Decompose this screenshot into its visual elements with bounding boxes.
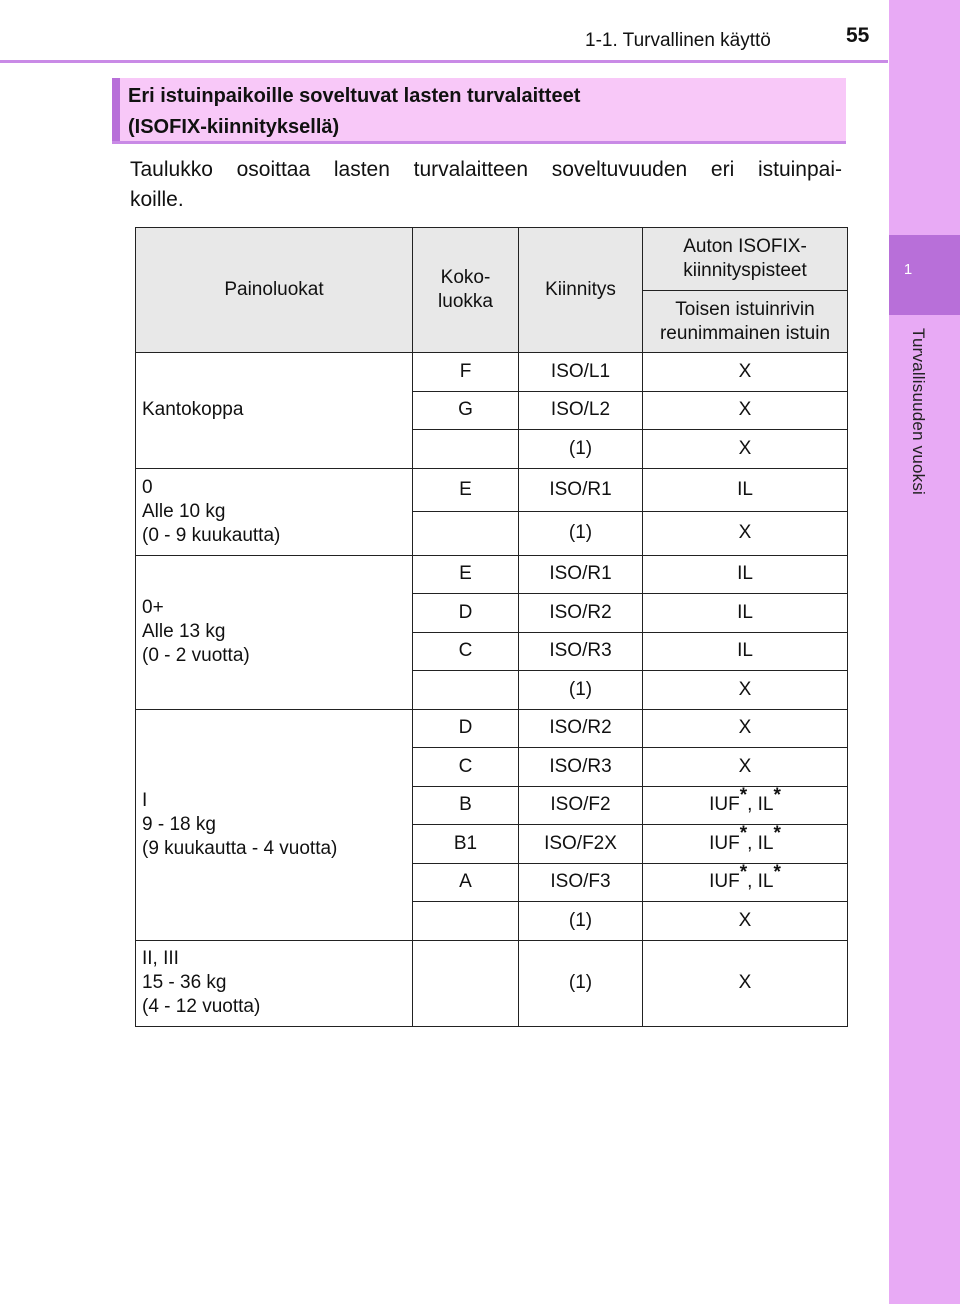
fixture-cell: ISO/R2 xyxy=(519,594,643,633)
header-fixture: Kiinnitys xyxy=(519,228,643,353)
header-isofix-points-text: Auton ISOFIX- kiinnityspisteet xyxy=(683,236,807,281)
fixture-cell: ISO/R3 xyxy=(519,748,643,787)
fixture-cell: (1) xyxy=(519,671,643,710)
footnote-star: * xyxy=(773,784,781,806)
heading-line-2: (ISOFIX-kiinnityksellä) xyxy=(128,116,340,138)
weight-class-cell xyxy=(136,468,413,555)
heading-accent-bar xyxy=(112,78,120,141)
suitability-cell: X xyxy=(643,940,848,1026)
size-class-cell xyxy=(413,512,519,556)
size-class-cell xyxy=(413,430,519,469)
heading-line-1: Eri istuinpaikoille soveltuvat lasten turvalaitteet xyxy=(128,85,581,107)
suitability-cell: IL xyxy=(643,594,848,633)
suitability-cell: X xyxy=(643,902,848,941)
size-class-cell: B1 xyxy=(413,825,519,864)
size-class-cell: C xyxy=(413,632,519,671)
suitability-value: IUF xyxy=(709,832,740,854)
size-class-cell: A xyxy=(413,863,519,902)
fixture-cell: ISO/R1 xyxy=(519,468,643,512)
fixture-cell: ISO/F3 xyxy=(519,863,643,902)
suitability-cell: X xyxy=(643,430,848,469)
suitability-cell xyxy=(643,825,848,864)
size-class-cell: B xyxy=(413,786,519,825)
suitability-cell xyxy=(643,786,848,825)
weight-class-line: (9 kuukautta - 4 vuotta) xyxy=(142,837,338,859)
suitability-cell: X xyxy=(643,512,848,556)
suitability-cell: IL xyxy=(643,555,848,594)
suitability-separator: , xyxy=(747,871,758,893)
header-size-class-text: Koko- luokka xyxy=(438,267,493,312)
weight-class-cell xyxy=(136,940,413,1026)
header-seat xyxy=(643,291,848,353)
fixture-cell: (1) xyxy=(519,430,643,469)
chapter-label: Turvallisuuden vuoksi xyxy=(909,328,928,496)
size-class-cell: C xyxy=(413,748,519,787)
weight-class-line: Kantokoppa xyxy=(142,399,244,421)
size-class-cell xyxy=(413,902,519,941)
table-row xyxy=(136,353,848,392)
header-rule xyxy=(0,60,888,63)
isofix-suitability-table xyxy=(135,227,848,1027)
footnote-star: * xyxy=(773,861,781,883)
fixture-cell: ISO/L1 xyxy=(519,353,643,392)
suitability-value: IL xyxy=(757,871,774,893)
intro-paragraph: Taulukko osoittaa lasten turvalaitteen soveltuvuuden eri istuinpai- koille. xyxy=(130,158,842,211)
weight-class-line: II, III xyxy=(142,948,179,969)
weight-class-line: 9 - 18 kg xyxy=(142,813,216,835)
suitability-cell: IL xyxy=(643,468,848,512)
size-class-cell: F xyxy=(413,353,519,392)
suitability-cell: IL xyxy=(643,632,848,671)
suitability-cell: X xyxy=(643,709,848,748)
suitability-cell: X xyxy=(643,748,848,787)
suitability-value: IL xyxy=(757,832,774,854)
size-class-cell xyxy=(413,940,519,1026)
fixture-cell: (1) xyxy=(519,940,643,1026)
table-row xyxy=(136,940,848,1026)
size-class-cell: E xyxy=(413,555,519,594)
table-row xyxy=(136,468,848,512)
footnote-star: * xyxy=(739,784,748,806)
header-isofix-points xyxy=(643,228,848,291)
weight-class-line: Alle 13 kg xyxy=(142,621,226,642)
table-body xyxy=(136,353,848,1027)
footnote-star: * xyxy=(773,823,781,845)
section-title: 1-1. Turvallinen käyttö xyxy=(585,30,771,51)
footnote-star: * xyxy=(739,823,748,845)
suitability-separator: , xyxy=(747,794,758,816)
chapter-number: 1 xyxy=(903,261,913,278)
weight-class-line: (4 - 12 vuotta) xyxy=(142,996,261,1017)
fixture-cell: ISO/F2 xyxy=(519,786,643,825)
header-size-class xyxy=(413,228,519,353)
weight-class-line: (0 - 2 vuotta) xyxy=(142,645,250,666)
table-row xyxy=(136,709,848,748)
header-seat-text: Toisen istuinrivin reunimmainen istuin xyxy=(659,298,831,344)
chapter-side-tab xyxy=(889,0,960,1304)
weight-class-cell xyxy=(136,709,413,940)
weight-class-cell xyxy=(136,353,413,469)
fixture-cell: ISO/F2X xyxy=(519,825,643,864)
suitability-value: IUF xyxy=(709,871,740,893)
header-weight-class: Painoluokat xyxy=(136,228,413,353)
fixture-cell: ISO/R1 xyxy=(519,555,643,594)
size-class-cell: G xyxy=(413,391,519,430)
footnote-star: * xyxy=(739,861,748,883)
section-heading xyxy=(112,78,846,144)
fixture-cell: ISO/L2 xyxy=(519,391,643,430)
suitability-cell xyxy=(643,863,848,902)
table-row xyxy=(136,555,848,594)
size-class-cell: D xyxy=(413,594,519,633)
weight-class-line: 0 xyxy=(142,476,153,498)
weight-class-line: Alle 10 kg xyxy=(142,500,226,522)
chapter-number-box[interactable] xyxy=(889,235,960,315)
suitability-separator: , xyxy=(747,832,758,854)
weight-class-line: 0+ xyxy=(142,597,164,618)
weight-class-line: I xyxy=(142,789,148,811)
suitability-cell: X xyxy=(643,353,848,392)
fixture-cell: (1) xyxy=(519,902,643,941)
suitability-cell: X xyxy=(643,671,848,710)
page-number: 55 xyxy=(846,24,870,47)
weight-class-cell xyxy=(136,555,413,709)
size-class-cell: E xyxy=(413,468,519,512)
size-class-cell xyxy=(413,671,519,710)
suitability-value: IUF xyxy=(709,794,740,816)
fixture-cell: ISO/R3 xyxy=(519,632,643,671)
suitability-cell: X xyxy=(643,391,848,430)
suitability-value: IL xyxy=(757,794,774,816)
size-class-cell: D xyxy=(413,709,519,748)
weight-class-line: (0 - 9 kuukautta) xyxy=(142,524,281,546)
fixture-cell: ISO/R2 xyxy=(519,709,643,748)
fixture-cell: (1) xyxy=(519,512,643,556)
weight-class-line: 15 - 36 kg xyxy=(142,972,227,993)
